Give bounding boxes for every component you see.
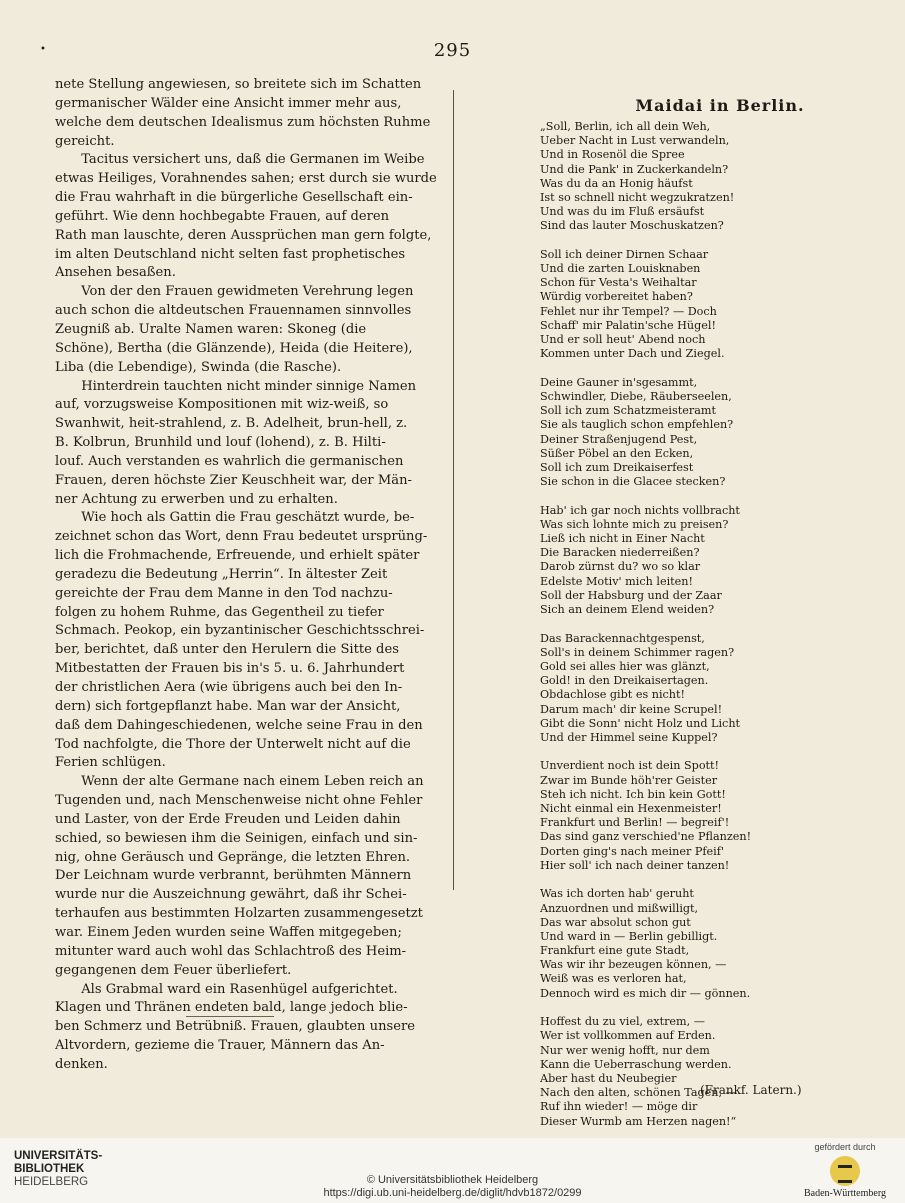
left-column-text: [55, 76, 443, 1075]
poem-line: Ist so schnell nicht wegzukratzen!: [540, 190, 735, 204]
poem-line: Ruf ihn wieder! — möge dir: [540, 1100, 698, 1114]
poem-line: Unverdient noch ist dein Spott!: [540, 759, 720, 773]
text-line: Als Grabmal ward ein Rasenhügel aufgerichtet.: [55, 981, 398, 997]
poem-line: „Soll, Berlin, ich all dein Weh,: [540, 120, 711, 133]
text-line: Tacitus versichert uns, daß die Germanen im Weibe: [55, 152, 425, 168]
poem-stanza: [540, 759, 870, 873]
poem-line: Aber hast du Neubegier: [540, 1071, 677, 1085]
text-line: war. Einem Jeden wurden seine Waffen mitgegeben;: [55, 924, 402, 940]
text-line: germanischer Wälder eine Ansicht immer mehr aus,: [55, 95, 402, 111]
poem-stanza: [540, 120, 870, 234]
poem-line: Was du da an Honig häufst: [540, 176, 693, 190]
text-line: Tugenden und, nach Menschenweise nicht ohne Fehler: [55, 793, 423, 809]
poem-line: Edelste Motiv' mich leiten!: [540, 574, 693, 588]
funding-logo[interactable]: [790, 1142, 900, 1199]
text-line: dern) sich fortgepflanzt habe. Man war der Ansicht,: [55, 698, 401, 714]
text-line: gereicht.: [55, 133, 115, 149]
poem-line: Gold sei alles hier was glänzt,: [540, 659, 710, 673]
poem-line: Sind das lauter Moschuskatzen?: [540, 219, 724, 233]
text-line: die Frau wahrhaft in die bürgerliche Gesellschaft ein-: [55, 190, 413, 206]
poem-body: [540, 120, 870, 1143]
poem-line: Darum mach' dir keine Scrupel!: [540, 702, 723, 716]
text-line: im alten Deutschland nicht selten fast prophetisches: [55, 246, 406, 262]
poem-title: Maidai in Berlin.: [635, 96, 805, 115]
poem-line: Darob zürnst du? wo so klar: [540, 560, 701, 574]
poem-line: Deine Gauner in'sgesammt,: [540, 375, 698, 389]
text-line: ber, berichtet, daß unter den Herulern die Sitte des: [55, 642, 399, 658]
text-line: mitunter ward auch wohl das Schlachtroß des Heim-: [55, 943, 407, 959]
poem-stanza: [540, 248, 870, 362]
poem-line: Gold! in den Dreikaisertagen.: [540, 674, 709, 688]
text-line: zeichnet schon das Wort, denn Frau bedeutet ursprüng-: [55, 529, 428, 545]
poem-stanza: [540, 887, 870, 1001]
poem-line: Hab' ich gar noch nichts vollbracht: [540, 503, 740, 517]
page-number: 295: [433, 40, 472, 61]
text-line: terhaufen aus bestimmten Holzarten zusammengesetzt: [55, 906, 423, 922]
text-line: Hinterdrein tauchten nicht minder sinnige Namen: [55, 378, 417, 394]
permalink[interactable]: https://digi.ub.uni-heidelberg.de/diglit/hdvb1872/0299: [323, 1187, 582, 1199]
poem-line: Nur wer wenig hofft, nur dem: [540, 1043, 710, 1057]
text-line: gereichte der Frau dem Manne in den Tod nachzu-: [55, 585, 393, 601]
poem-line: Was sich lohnte mich zu preisen?: [540, 517, 729, 531]
library-name-line3: HEIDELBERG: [14, 1176, 89, 1188]
poem-line: Wer ist vollkommen auf Erden.: [540, 1029, 716, 1043]
poem-line: Das sind ganz verschied'ne Pflanzen!: [540, 830, 752, 844]
funded-by-label: gefördert durch: [814, 1142, 876, 1152]
text-line: Swanhwit, heit-strahlend, z. B. Adelheit, brun-hell, z.: [55, 416, 408, 432]
text-line: gegangenen dem Feuer überliefert.: [55, 962, 292, 978]
poem-line: Und in Rosenöl die Spree: [540, 148, 685, 162]
poem-line: Nach den alten, schönen Tagen, —: [540, 1086, 737, 1100]
poem-line: Süßer Pöbel an den Ecken,: [540, 446, 694, 460]
poem-stanza: [540, 376, 870, 490]
poem-line: Sie als tauglich schon empfehlen?: [540, 418, 734, 432]
footer-citation: [0, 1174, 905, 1200]
poem-source: (Frankf. Latern.): [700, 1083, 802, 1097]
poem-line: Obdachlose gibt es nicht!: [540, 688, 685, 702]
poem-stanza: [540, 1015, 870, 1129]
state-crest-icon: [830, 1156, 860, 1186]
text-line: Von der den Frauen gewidmeten Verehrung legen: [55, 284, 414, 300]
poem-line: Kommen unter Dach und Ziegel.: [540, 347, 725, 361]
poem-line: Dieser Wurmb am Herzen nagen!“: [540, 1114, 737, 1128]
text-line: Zeugniß ab. Uralte Namen waren: Skoneg (die: [55, 321, 367, 337]
library-name-line1: UNIVERSITÄTS-: [14, 1150, 103, 1162]
poem-line: Soll ich deiner Dirnen Schaar: [540, 247, 709, 261]
poem-line: Soll ich zum Schatzmeisteramt: [540, 404, 716, 418]
poem-line: Was ich dorten hab' geruht: [540, 887, 694, 901]
text-line: denken.: [55, 1056, 108, 1072]
state-name: Baden-Württemberg: [803, 1188, 886, 1199]
poem-line: Würdig vorbereitet haben?: [540, 290, 693, 304]
poem-line: Soll ich zum Dreikaiserfest: [540, 460, 694, 474]
poem-line: Anzuordnen und mißwilligt,: [540, 901, 699, 915]
poem-line: Deiner Straßenjugend Pest,: [540, 432, 698, 446]
text-line: Schöne), Bertha (die Glänzende), Heida (die Heitere),: [55, 340, 413, 356]
poem-line: Frankfurt und Berlin! — begreif'!: [540, 816, 730, 830]
poem-line: Zwar im Bunde höh'rer Geister: [540, 773, 718, 787]
text-line: nete Stellung angewiesen, so breitete sich im Schatten: [55, 77, 422, 92]
text-line: Liba (die Lebendige), Swinda (die Rasche).: [55, 359, 342, 375]
text-line: Klagen und Thränen endeten bald, lange jedoch blie-: [55, 1000, 408, 1016]
poem-line: Die Baracken niederreißen?: [540, 546, 700, 560]
poem-line: Schaff' mir Palatin'sche Hügel!: [540, 318, 716, 332]
text-line: Ferien schlügen.: [55, 755, 166, 771]
poem-stanza: [540, 504, 870, 618]
text-line: der christlichen Aera (wie übrigens auch bei den In-: [55, 680, 403, 695]
text-line: geführt. Wie denn hochbegabte Frauen, auf deren: [55, 208, 390, 224]
poem-line: Was wir ihr bezeugen können, —: [540, 958, 727, 972]
poem-line: Und er soll heut' Abend noch: [540, 333, 706, 347]
poem-line: Nicht einmal ein Hexenmeister!: [540, 802, 722, 816]
poem-line: Ueber Nacht in Lust verwandeln,: [540, 134, 730, 148]
text-line: Altvordern, gezieme die Trauer, Männern das An-: [55, 1038, 385, 1054]
poem-line: Soll der Habsburg und der Zaar: [540, 588, 722, 602]
text-line: folgen zu hohem Ruhme, das Gegentheil zu tiefer: [55, 604, 384, 620]
poem-line: Sie schon in die Glacee stecken?: [540, 475, 726, 489]
text-line: etwas Heiliges, Vorahnendes sahen; erst durch sie wurde: [55, 171, 437, 187]
text-line: schied, so bewiesen ihm die Seinigen, einfach und sin-: [55, 830, 418, 846]
poem-line: Soll's in deinem Schimmer ragen?: [540, 645, 735, 659]
text-line: auch schon die altdeutschen Frauennamen sinnvolles: [55, 303, 412, 319]
text-line: auf, vorzugsweise Kompositionen mit wiz-weiß, so: [55, 397, 389, 413]
poem-line: Steh ich nicht. Ich bin kein Gott!: [540, 787, 726, 801]
text-line: und Laster, von der Erde Freuden und Leiden dahin: [55, 811, 401, 827]
column-divider: [453, 90, 454, 890]
text-line: Schmach. Peokop, ein byzantinischer Geschichtsschrei-: [55, 623, 425, 639]
text-line: Wie hoch als Gattin die Frau geschätzt wurde, be-: [55, 510, 415, 526]
poem-line: Dennoch wird es mich dir — gönnen.: [540, 986, 751, 1000]
text-line: Frauen, deren höchste Zier Keuschheit war, der Män-: [55, 472, 412, 488]
text-line: Wenn der alte Germane nach einem Leben reich an: [55, 774, 424, 790]
poem-line: Hier soll' ich nach deiner tanzen!: [540, 858, 730, 872]
text-line: Rath man lauschte, deren Aussprüchen man gern folgte,: [55, 227, 432, 243]
poem-stanza: [540, 632, 870, 746]
poem-line: Und ward in — Berlin gebilligt.: [540, 929, 718, 943]
text-line: lich die Frohmachende, Erfreuende, und erhielt später: [55, 548, 420, 564]
text-line: Der Leichnam wurde verbrannt, berühmten Männern: [55, 868, 412, 884]
text-line: Ansehen besaßen.: [55, 265, 176, 281]
poem-line: Hoffest du zu viel, extrem, —: [540, 1015, 705, 1029]
poem-line: Und was du im Fluß ersäufst: [540, 205, 705, 219]
end-rule: [186, 1016, 274, 1017]
text-line: Mitbestatten der Frauen bis in's 5. u. 6. Jahrhundert: [55, 661, 405, 677]
text-line: Tod nachfolgte, die Thore der Unterwelt nicht auf die: [55, 736, 411, 752]
poem-line: Schon für Vesta's Weihaltar: [540, 276, 697, 290]
poem-line: Frankfurt eine gute Stadt,: [540, 944, 690, 958]
text-line: ben Schmerz und Betrübniß. Frauen, glaubten unsere: [55, 1019, 415, 1035]
poem-line: Und der Himmel seine Kuppel?: [540, 730, 718, 744]
poem-line: Ließ ich nicht in Einer Nacht: [540, 532, 705, 546]
margin-dot: •: [40, 44, 46, 55]
library-name-line2: BIBLIOTHEK: [14, 1163, 85, 1175]
text-line: ner Achtung zu erwerben und zu erhalten.: [55, 491, 338, 507]
poem-line: Das Barackennachtgespenst,: [540, 631, 705, 645]
poem-line: Gibt die Sonn' nicht Holz und Licht: [540, 716, 741, 730]
text-line: geradezu die Bedeutung „Herrin“. In ältester Zeit: [55, 566, 388, 582]
poem-line: Dorten ging's nach meiner Pfeif': [540, 844, 724, 858]
poem-line: Sich an deinem Elend weiden?: [540, 602, 715, 616]
poem-line: Und die zarten Louisknaben: [540, 262, 701, 276]
poem-line: Fehlet nur ihr Tempel? — Doch: [540, 304, 717, 318]
poem-line: Und die Pank' in Zuckerkandeln?: [540, 162, 729, 176]
copyright-text: © Universitätsbibliothek Heidelberg: [366, 1174, 539, 1186]
text-line: wurde nur die Auszeichnung gewährt, daß ihr Schei-: [55, 887, 407, 903]
poem-line: Weiß was es verloren hat,: [540, 972, 687, 986]
text-line: daß dem Dahingeschiedenen, welche seine Frau in den: [55, 717, 423, 733]
text-line: louf. Auch verstanden es wahrlich die germanischen: [55, 453, 404, 469]
poem-line: Kann die Ueberraschung werden.: [540, 1057, 732, 1071]
text-line: nig, ohne Geräusch und Gepränge, die letzten Ehren.: [55, 849, 411, 865]
poem-line: Das war absolut schon gut: [540, 915, 691, 929]
poem-line: Schwindler, Diebe, Räuberseelen,: [540, 389, 732, 403]
text-line: B. Kolbrun, Brunhild und louf (lohend), z. B. Hilti-: [55, 435, 386, 451]
text-line: welche dem deutschen Idealismus zum höchsten Ruhme: [55, 114, 431, 130]
